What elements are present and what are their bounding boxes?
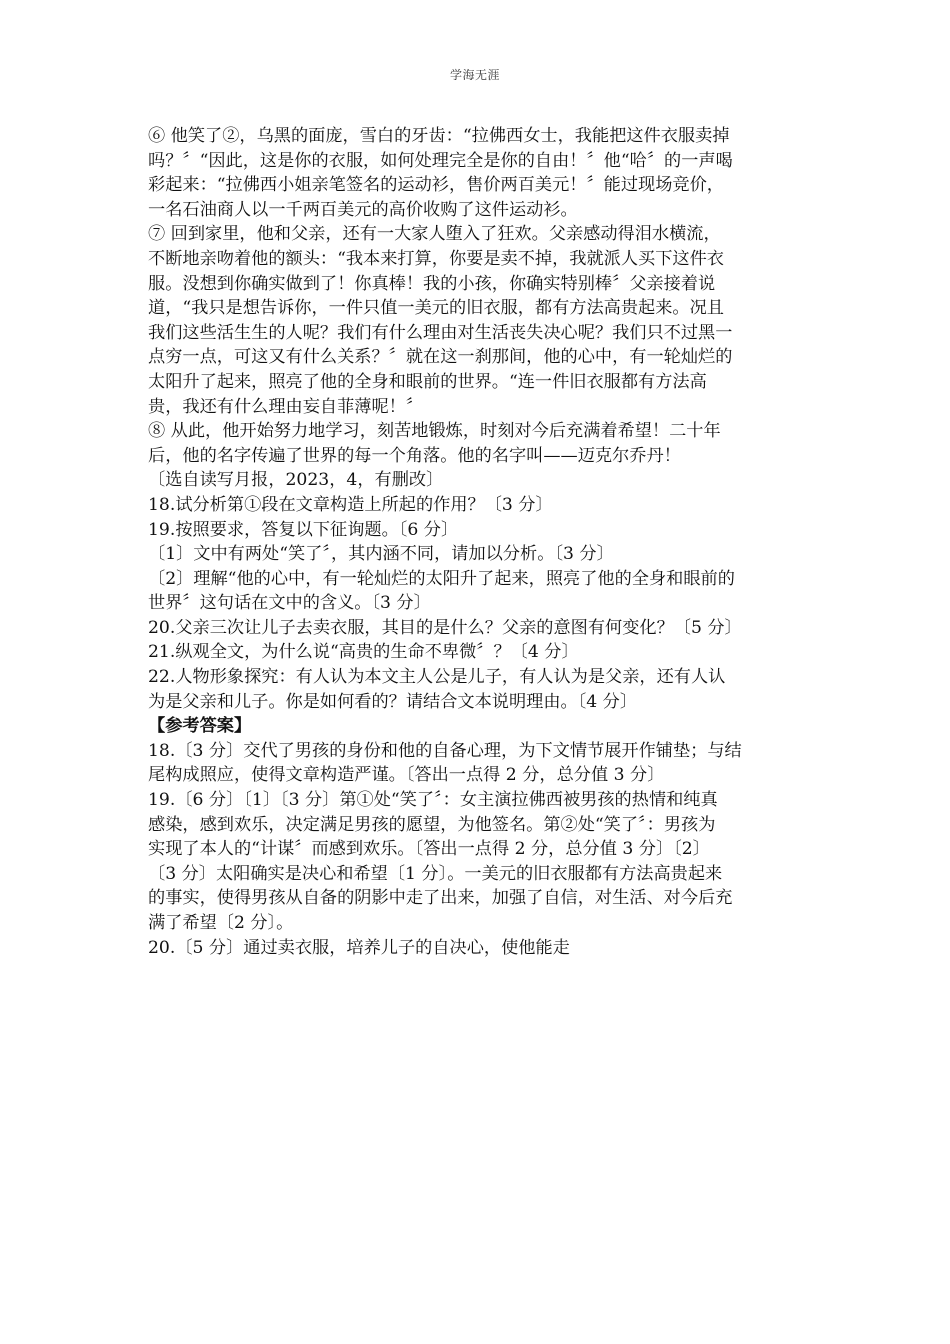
text-line: 服。没想到你确实做到了！你真棒！我的小孩，你确实特别棒〞父亲接着说 xyxy=(148,273,716,294)
text-line: ⑦ 回到家里，他和父亲，还有一大家人堕入了狂欢。父亲感动得泪水横流， xyxy=(148,224,721,245)
text-line: 太阳升了起来，照亮了他的全身和眼前的世界。“连一件旧衣服都有方法高 xyxy=(148,371,707,392)
text-line: 的事实，使得男孩从自备的阴影中走了出来，加强了自信，对生活、对今后充 xyxy=(148,888,733,909)
question-21: 21.纵观全文，为什么说“高贵的生命不卑微〞？〔4 分〕 xyxy=(148,642,579,663)
source-citation: 〔选自读写月报，2023，4，有删改〕 xyxy=(148,470,444,491)
question-19-2: 〔2〕理解“他的心中，有一轮灿烂的太阳升了起来，照亮了他的全身和眼前的 xyxy=(148,568,735,589)
text-line: 后，他的名字传遍了世界的每一个角落。他的名字叫——迈克尔乔丹！ xyxy=(148,445,681,466)
answer-20: 20.〔5 分〕通过卖衣服，培养儿子的自决心，使他能走 xyxy=(148,937,570,958)
question-19: 19.按照要求，答复以下征询题。〔6 分〕 xyxy=(148,519,459,540)
answer-18: 18.〔3 分〕交代了男孩的身份和他的自备心理，为下文情节展开作铺垫；与结 xyxy=(148,740,742,761)
answer-19: 19.〔6 分〕〔1〕〔3 分〕第①处“笑了〞：女主演拉佛西被男孩的热情和纯真 xyxy=(148,790,718,811)
text-line: ⑧ 从此，他开始努力地学习，刻苦地锻炼，时刻对今后充满着希望！二十年 xyxy=(148,421,721,442)
text-line: 贵，我还有什么理由妄自菲薄呢！〞 xyxy=(148,396,424,417)
text-line: 一名石油商人以一千两百美元的高价收购了这件运动衫。 xyxy=(148,199,578,220)
text-line: 为是父亲和儿子。你是如何看的？请结合文本说明理由。〔4 分〕 xyxy=(148,691,638,712)
answer-heading: 【参考答案】 xyxy=(148,716,252,737)
text-line: 实现了本人的“计谋〞而感到欢乐。〔答出一点得 2 分，总分值 3 分〕〔2〕 xyxy=(148,839,710,860)
question-18: 18.试分析第①段在文章构造上所起的作用？〔3 分〕 xyxy=(148,494,553,515)
text-line: 满了希望〔2 分〕。 xyxy=(148,913,294,933)
text-line: 尾构成照应，使得文章构造严谨。〔答出一点得 2 分，总分值 3 分〕 xyxy=(148,765,665,786)
text-line: 点穷一点，可这又有什么关系？〞就在这一刹那间，他的心中，有一轮灿烂的 xyxy=(148,347,733,368)
text-line: 吗？〞“因此，这是你的衣服，如何处理完全是你的自由！〞他“哈〞的一声喝 xyxy=(148,150,733,171)
text-line: ⑥ 他笑了②，乌黑的面庞，雪白的牙齿：“拉佛西女士，我能把这件衣服卖掉 xyxy=(148,126,730,146)
question-22: 22.人物形象探究：有人认为本文主人公是儿子，有人认为是父亲，还有人认 xyxy=(148,667,726,688)
text-line: 〔3 分〕太阳确实是决心和希望〔1 分〕。一美元的旧衣服都有方法高贵起来 xyxy=(148,863,723,884)
text-line: 彩起来：“拉佛西小姐亲笔签名的运动衫，售价两百美元！〞能过现场竞价， xyxy=(148,175,724,196)
text-line: 不断地亲吻着他的额头：“我本来打算，你要是卖不掉，我就派人买下这件衣 xyxy=(148,248,724,269)
question-19-1: 〔1〕文中有两处“笑了〞，其内涵不同，请加以分析。〔3 分〕 xyxy=(148,544,614,565)
text-line: 感染，感到欢乐，决定满足男孩的愿望，为他签名。第②处“笑了〞：男孩为 xyxy=(148,814,716,835)
document-body xyxy=(148,124,808,960)
text-line: 世界〞这句话在文中的含义。〔3 分〕 xyxy=(148,593,431,614)
text-line: 道，“我只是想告诉你，一件只值一美元的旧衣服，都有方法高贵起来。况且 xyxy=(148,298,724,319)
question-20: 20.父亲三次让儿子去卖衣服，其目的是什么？父亲的意图有何变化？〔5 分〕 xyxy=(148,617,742,638)
text-line: 我们这些活生生的人呢？我们有什么理由对生活丧失决心呢？我们只不过黑一 xyxy=(148,322,733,343)
page-header: 学海无涯 xyxy=(449,68,500,82)
